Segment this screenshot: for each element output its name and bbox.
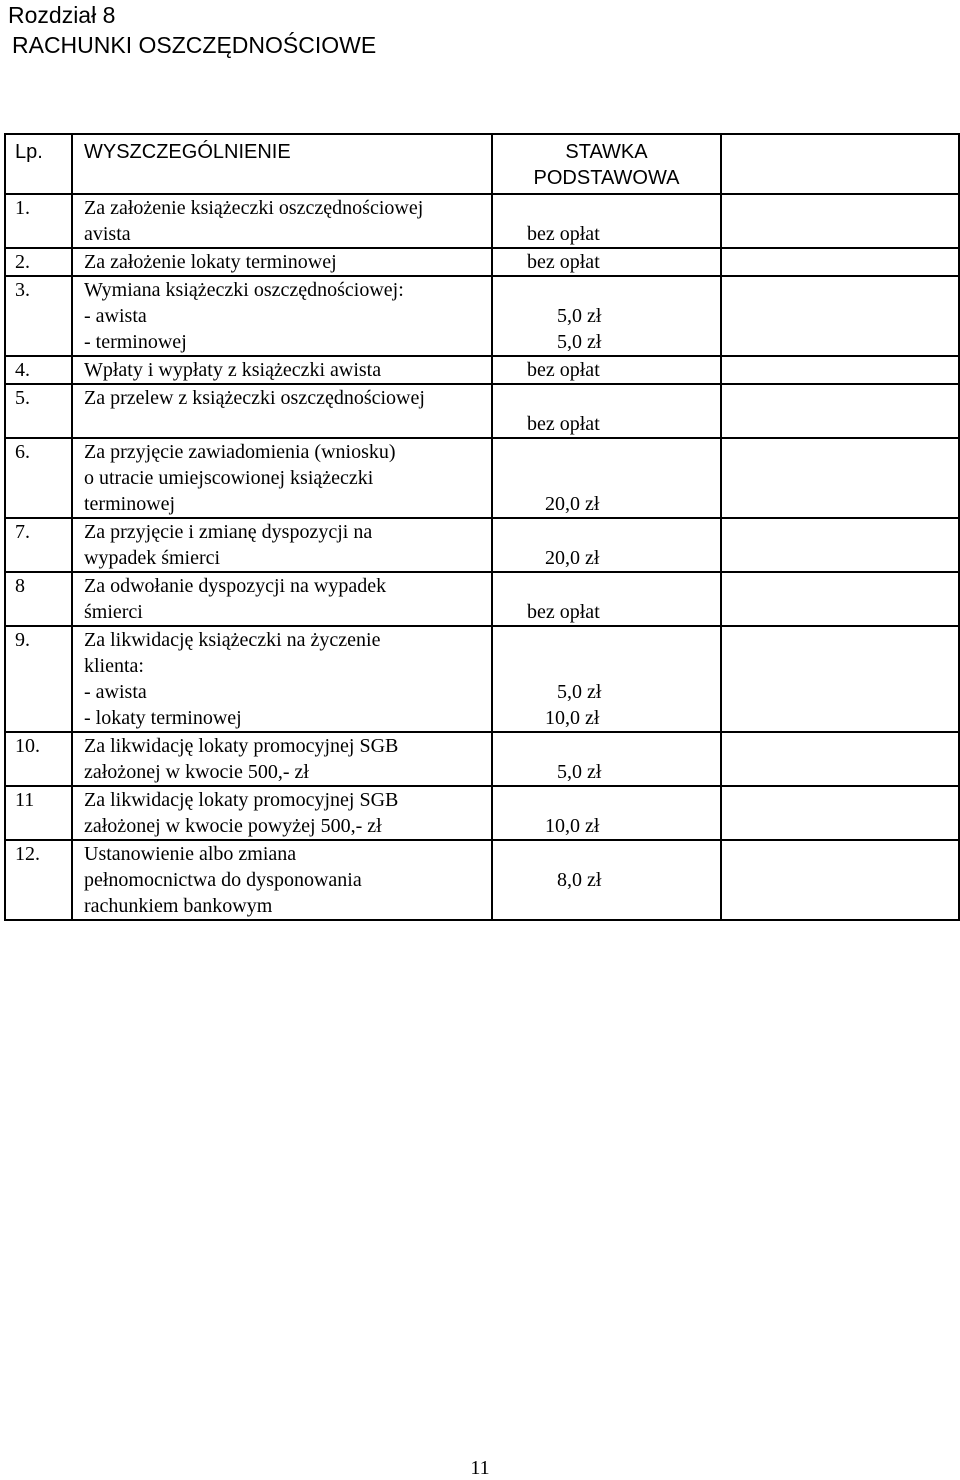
rate-line [493,733,720,759]
rate-line: 10,0 zł [545,815,600,837]
row-number: 7. [5,518,72,572]
description-line: Za przyjęcie zawiadomienia (wniosku) [84,441,396,463]
rate-line [493,627,720,653]
description-line: - terminowej [84,331,187,353]
row-number: 8 [5,572,72,626]
row-number: 4. [5,356,72,384]
description-line: Za założenie lokaty terminowej [84,251,337,273]
description-line: śmierci [84,601,143,623]
description-line: Za likwidację lokaty promocyjnej SGB [84,789,399,811]
table-row [5,248,959,276]
row-description [72,438,492,518]
row-rate [492,732,721,786]
header-rate-line1: STAWKA [565,141,648,163]
description-line: - lokaty terminowej [84,707,242,729]
rate-line: bez opłat [527,601,600,623]
row-description [72,626,492,732]
rate-line [493,277,720,303]
header-rate-line2: PODSTAWOWA [533,167,680,189]
description-line: - awista [84,681,147,703]
table-row [5,356,959,384]
row-empty-cell [721,276,959,356]
header-lp: Lp. [5,134,72,194]
rate-line: 5,0 zł [557,331,602,353]
table-row [5,572,959,626]
description-line: Wpłaty i wypłaty z książeczki awista [84,359,382,381]
description-line: Za likwidację książeczki na życzenie [84,629,381,651]
rate-line [493,519,720,545]
table-row [5,786,959,840]
row-number: 2. [5,248,72,276]
page-number: 11 [470,1457,490,1479]
rate-line [493,195,720,221]
description-line: założonej w kwocie 500,- zł [84,761,309,783]
description-line: rachunkiem bankowym [84,895,273,917]
header-rate [492,134,721,194]
row-empty-cell [721,438,959,518]
rate-line: 10,0 zł [545,707,600,729]
table-row [5,732,959,786]
description-line: Za przelew z książeczki oszczędnościowej [84,387,425,409]
rate-line: bez opłat [527,359,600,381]
row-description [72,356,492,384]
row-description [72,276,492,356]
rate-line: 20,0 zł [545,493,600,515]
table-header-row [5,134,959,194]
row-rate [492,438,721,518]
header-empty-cell [721,134,959,194]
table-row [5,626,959,732]
rate-line: 5,0 zł [557,761,602,783]
table-row [5,840,959,920]
rate-line [493,439,720,465]
header-description: WYSZCZEGÓLNIENIE [72,134,492,194]
row-rate [492,276,721,356]
row-empty-cell [721,518,959,572]
row-number: 5. [5,384,72,438]
description-line: klienta: [84,655,144,677]
row-rate [492,840,721,920]
rate-line [493,653,720,679]
chapter-title: RACHUNKI OSZCZĘDNOŚCIOWE [12,32,377,58]
rate-line [493,573,720,599]
row-empty-cell [721,572,959,626]
description-line [84,411,491,437]
row-number: 9. [5,626,72,732]
rate-line: bez opłat [527,223,600,245]
row-empty-cell [721,626,959,732]
chapter-heading [8,0,376,60]
row-empty-cell [721,384,959,438]
row-rate [492,384,721,438]
row-number: 11 [5,786,72,840]
row-empty-cell [721,840,959,920]
rate-line [493,465,720,491]
row-number: 3. [5,276,72,356]
row-description [72,840,492,920]
table-row [5,384,959,438]
row-empty-cell [721,248,959,276]
description-line: terminowej [84,493,176,515]
description-line: - awista [84,305,147,327]
row-rate [492,248,721,276]
description-line: Za przyjęcie i zmianę dyspozycji na [84,521,373,543]
rate-line [493,385,720,411]
rate-line: 20,0 zł [545,547,600,569]
table-row [5,194,959,248]
description-line: założonej w kwocie powyżej 500,- zł [84,815,382,837]
table-row [5,518,959,572]
row-rate [492,626,721,732]
description-line: avista [84,223,131,245]
row-rate [492,572,721,626]
description-line: Za założenie książeczki oszczędnościowej [84,197,424,219]
row-rate [492,518,721,572]
chapter-number: Rozdział 8 [8,2,116,28]
table-row [5,438,959,518]
description-line: Za odwołanie dyspozycji na wypadek [84,575,387,597]
row-rate [492,786,721,840]
table-body [5,194,959,920]
row-empty-cell [721,194,959,248]
row-description [72,572,492,626]
table-row [5,276,959,356]
rate-line: 5,0 zł [557,681,602,703]
row-description [72,384,492,438]
rate-line: bez opłat [527,413,600,435]
rate-line [493,841,720,867]
description-line: Ustanowienie albo zmiana [84,843,297,865]
rate-line: bez opłat [527,251,600,273]
row-rate [492,356,721,384]
row-description [72,194,492,248]
row-description [72,248,492,276]
rate-line: 8,0 zł [557,869,602,891]
description-line: Za likwidację lokaty promocyjnej SGB [84,735,399,757]
description-line: pełnomocnictwa do dysponowania [84,869,362,891]
row-description [72,732,492,786]
row-number: 1. [5,194,72,248]
rate-line [493,787,720,813]
row-empty-cell [721,786,959,840]
fee-table [4,133,960,921]
row-empty-cell [721,356,959,384]
description-line: wypadek śmierci [84,547,221,569]
row-number: 10. [5,732,72,786]
rate-line: 5,0 zł [557,305,602,327]
row-empty-cell [721,732,959,786]
row-number: 12. [5,840,72,920]
row-number: 6. [5,438,72,518]
description-line: o utracie umiejscowionej książeczki [84,467,374,489]
row-description [72,786,492,840]
description-line: Wymiana książeczki oszczędnościowej: [84,279,404,301]
rate-line [493,893,720,919]
row-rate [492,194,721,248]
row-description [72,518,492,572]
